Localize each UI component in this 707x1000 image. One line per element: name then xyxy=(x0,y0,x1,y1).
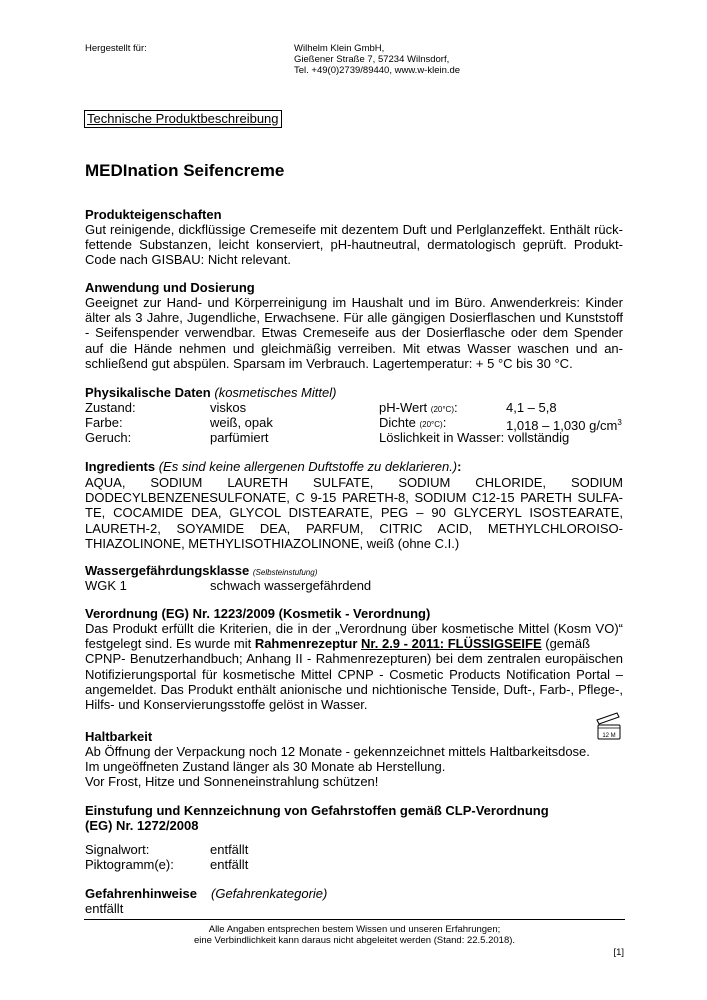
usage-heading: Anwendung und Dosierung xyxy=(85,280,255,295)
page-number: [1] xyxy=(613,947,624,958)
water-hazard-heading-note: (Selbsteinstufung) xyxy=(252,568,318,577)
hazard-notes-heading: Gefahrenhinweise xyxy=(85,886,197,901)
signal-word-label: Signalwort: xyxy=(85,842,150,857)
usage-line: Geeignet zur Hand- und Körperreinigung im Haushalt und im Büro. Anwenderkreis: Kinder xyxy=(85,295,623,310)
usage-line: auf die Hände nehmen und gleichmäßig verreiben. Mit etwas Wasser waschen und an- xyxy=(85,340,623,356)
properties-line: fettende Substanzen, leicht konserviert, pH-hautneutral, dermatologisch geprüft. Produkt- xyxy=(85,237,623,253)
clp-heading xyxy=(85,803,549,833)
regulation-heading: Verordnung (EG) Nr. 1223/2009 (Kosmetik - Verordnung) xyxy=(85,606,431,621)
pictogram-value: entfällt xyxy=(210,857,249,872)
shelf-life-icon-label: 12 M xyxy=(602,733,616,739)
solubility: Löslichkeit in Wasser: vollständig xyxy=(379,430,570,445)
clp-heading-line: Einstufung und Kennzeichnung von Gefahrstoffen gemäß CLP-Verordnung xyxy=(85,803,549,818)
odor-value: parfümiert xyxy=(210,430,269,445)
physical-heading-note: (kosmetisches Mittel) xyxy=(214,385,337,400)
manufactured-for-label: Hergestellt für: xyxy=(85,43,147,54)
usage-text xyxy=(85,295,623,371)
shelf-life-line: Vor Frost, Hitze und Sonneneinstrahlung schützen! xyxy=(85,774,379,790)
physical-data-table xyxy=(85,400,625,446)
ingredients-heading: Ingredients (Es sind keine allergenen Duftstoffe zu deklarieren.): xyxy=(85,459,462,474)
manufacturer-address xyxy=(294,43,460,76)
density-label: Dichte (20°C): xyxy=(379,415,447,430)
wgk-class: WGK 1 xyxy=(85,578,127,593)
ingredients-heading-note: (Es sind keine allergenen Duftstoffe zu deklarieren.) xyxy=(158,459,458,474)
shelf-life-line: Im ungeöffneten Zustand länger als 30 Monate ab Herstellung. xyxy=(85,759,446,775)
open-jar-icon xyxy=(594,711,624,741)
hazard-notes-note: (Gefahrenkategorie) xyxy=(211,886,328,901)
wgk-description: schwach wassergefährdend xyxy=(210,578,372,593)
properties-text xyxy=(85,222,623,268)
properties-heading: Produkteigenschaften xyxy=(85,207,222,222)
usage-line: - Seifenspender verwendbar. Etwas Cremeseife aus der Dosierflasche oder dem Spender xyxy=(85,325,623,341)
properties-line: Gut reinigende, dickflüssige Cremeseife mit dezentem Duft und Perlglanzeffekt. Enthält rück- xyxy=(85,222,623,237)
density-value: 1,018 – 1,030 $g/cm^3$ xyxy=(506,418,622,433)
regulation-line: Notifizierungsportal für kosmetische Mittel CPNP - Cosmetic Products Notification Portal – xyxy=(85,666,623,682)
shelf-life-heading: Haltbarkeit xyxy=(85,729,153,744)
regulation-line: Das Produkt erfüllt die Kriterien, die in der „Verordnung über kosmetische Mittel (Kosm VO)“ xyxy=(85,621,623,636)
properties-line: Code nach GISBAU: Nicht relevant. xyxy=(85,252,291,268)
shelf-life-line: Ab Öffnung der Verpackung noch 12 Monate - gekennzeichnet mittels Haltbarkeitsdose. xyxy=(85,744,590,759)
water-hazard-heading-text: Wassergefährdungsklasse xyxy=(85,563,250,578)
ingredients-line: LAURETH-2, SOYAMIDE DEA, PARFUM, CITRIC ACID, METHYLCHLOROISO- xyxy=(85,520,623,536)
regulation-text xyxy=(85,621,623,712)
ingredients-text xyxy=(85,475,623,551)
pictogram-label: Piktogramm(e): xyxy=(85,857,174,872)
shelf-life-text xyxy=(85,744,590,790)
physical-heading xyxy=(85,385,336,400)
regulation-line: Hilfs- und Konservierungsstoffe gelöst in Wasser. xyxy=(85,697,368,713)
ingredients-line: AQUA, SODIUM LAURETH SULFATE, SODIUM CHLORIDE, SODIUM xyxy=(85,475,623,490)
regulation-line: angemeldet. Das Produkt enthält anionische und nichtionische Tenside, Duft-, Farb-, Pflege-, xyxy=(85,681,623,697)
regulation-line: festgelegt sind. Es wurde mit Rahmenrezeptur Nr. 2.9 - 2011: FLÜSSIGSEIFE (gemäß xyxy=(85,636,591,652)
footer-disclaimer xyxy=(84,924,625,946)
state-value: viskos xyxy=(210,400,247,415)
ingredients-line: DODECYLBENZENESULFONATE, C 9-15 PARETH-8, SODIUM C12-15 PARETH SULFA- xyxy=(85,490,623,506)
usage-line: älter als 3 Jahre, Jugendliche, Erwachsene. Für alle gängigen Dosierflaschen und Kunststoff xyxy=(85,310,623,326)
state-label: Zustand: xyxy=(85,400,136,415)
ingredients-heading-text: Ingredients xyxy=(85,459,156,474)
company-contact: Tel. +49(0)2739/89440, www.w-klein.de xyxy=(294,65,461,76)
ph-value: 4,1 – 5,8 xyxy=(506,400,557,415)
ingredients-line: TE, COCAMIDE DEA, GLYCOL DISTEARATE, PEG – 90 GLYCERYL ISOSTEARATE, xyxy=(85,505,623,521)
company-name: Wilhelm Klein GmbH, xyxy=(294,43,385,54)
company-street: Gießener Straße 7, 57234 Wilnsdorf, xyxy=(294,54,450,65)
color-label: Farbe: xyxy=(85,415,123,430)
footer-divider xyxy=(84,919,625,920)
usage-line: schließend gut abspülen. Sparsam im Verbrauch. Lagertemperatur: + 5 °C bis 30 °C. xyxy=(85,355,573,371)
hazard-notes-value: entfällt xyxy=(85,901,124,916)
product-name: MEDInation Seifencreme xyxy=(85,161,285,180)
regulation-line: CPNP- Benutzerhandbuch; Anhang II - Rahmenrezepturen) bei dem zentralen europäischen xyxy=(85,651,623,667)
physical-heading-text: Physikalische Daten xyxy=(85,385,211,400)
document-title-text: Technische Produktbeschreibung xyxy=(87,111,279,126)
color-value: weiß, opak xyxy=(210,415,273,430)
clp-heading-line: (EG) Nr. 1272/2008 xyxy=(85,818,199,833)
footer-line: eine Verbindlichkeit kann daraus nicht abgeleitet werden (Stand: 22.5.2018). xyxy=(193,935,516,946)
odor-label: Geruch: xyxy=(85,430,132,445)
footer-line: Alle Angaben entsprechen bestem Wissen und unseren Erfahrungen; xyxy=(208,924,501,935)
ingredients-line: THIAZOLINONE, METHYLISOTHIAZOLINONE, weiß (ohne C.I.) xyxy=(85,535,460,551)
signal-word-value: entfällt xyxy=(210,842,249,857)
document-title xyxy=(84,110,282,128)
ph-label: pH-Wert (20°C): xyxy=(379,400,458,415)
